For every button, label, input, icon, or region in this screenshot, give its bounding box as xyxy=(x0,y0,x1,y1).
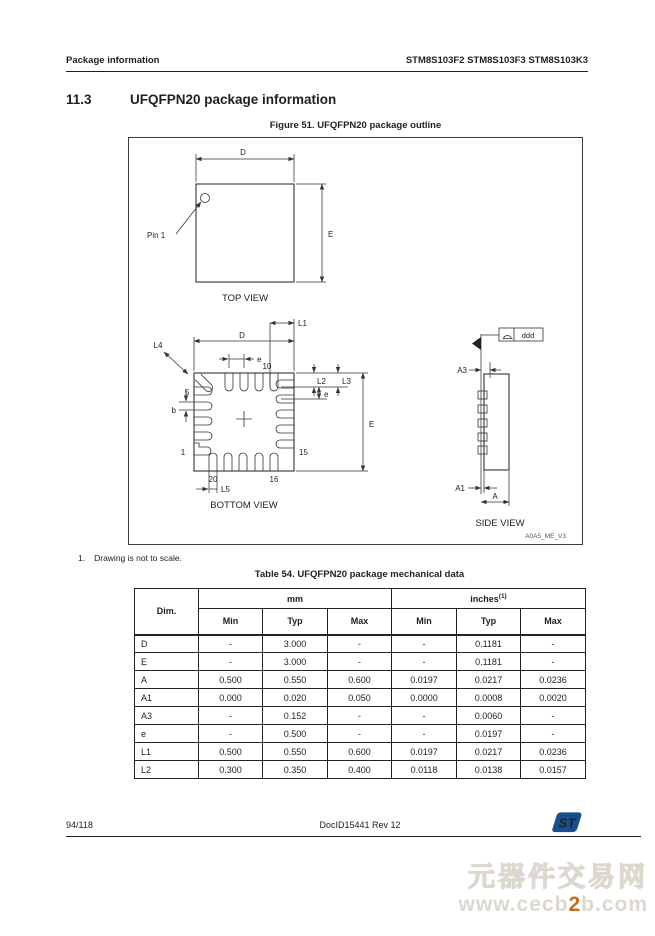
st-logo-icon xyxy=(552,809,582,836)
dim-A1 xyxy=(455,470,497,493)
cell-value: 0.152 xyxy=(263,707,328,725)
dim-L1 xyxy=(270,319,307,387)
cell-value: 0.0020 xyxy=(521,689,586,707)
cell-value: - xyxy=(521,707,586,725)
dim-L4-label: L4 xyxy=(153,341,163,350)
cell-dim: L1 xyxy=(135,743,199,761)
cell-value: - xyxy=(392,707,457,725)
cell-value: 0.350 xyxy=(263,761,328,779)
dim-L5-label: L5 xyxy=(221,485,230,494)
cell-dim: L2 xyxy=(135,761,199,779)
bottom-view-caption: BOTTOM VIEW xyxy=(210,500,278,511)
cell-value: 0.300 xyxy=(199,761,263,779)
cell-value: 3.000 xyxy=(263,653,328,671)
section-number: 11.3 xyxy=(66,92,92,107)
watermark-url xyxy=(459,893,648,916)
cell-value: 3.000 xyxy=(263,635,328,653)
col-group-mm: mm xyxy=(199,589,392,609)
watermark-url-post: b.com xyxy=(581,892,648,916)
table-subheader-row xyxy=(135,609,586,635)
cell-value: - xyxy=(328,635,392,653)
header-rule xyxy=(66,71,588,72)
cell-value: 0.1181 xyxy=(457,653,521,671)
figure-title: Figure 51. UFQFPN20 package outline xyxy=(269,120,442,131)
right-edge-pads xyxy=(276,380,294,448)
dim-E-label: E xyxy=(369,420,375,429)
dim-e-top xyxy=(219,354,262,368)
cell-value: 0.500 xyxy=(199,743,263,761)
header-part-numbers: STM8S103F2 STM8S103F3 STM8S103K3 xyxy=(405,55,588,66)
col-header-min-in: Min xyxy=(392,609,457,635)
top-view-caption: TOP VIEW xyxy=(221,293,269,304)
bottom-view xyxy=(154,319,375,511)
pin1-indicator xyxy=(201,194,210,203)
watermark-chinese: 元器件交易网 xyxy=(468,862,648,892)
cell-value: - xyxy=(392,725,457,743)
cell-value: - xyxy=(199,653,263,671)
top-view xyxy=(147,148,333,304)
cell-value: - xyxy=(521,635,586,653)
pin-number-5: 5 xyxy=(184,388,190,397)
pin-number-15: 15 xyxy=(299,448,308,457)
table-row xyxy=(135,671,586,689)
cell-value: 0.0060 xyxy=(457,707,521,725)
cell-value: 0.500 xyxy=(263,725,328,743)
cell-dim: e xyxy=(135,725,199,743)
pin-number-10: 10 xyxy=(262,362,272,371)
bottom-edge-pads xyxy=(209,453,278,471)
cell-value: 0.0217 xyxy=(457,671,521,689)
cell-value: - xyxy=(392,635,457,653)
header-left-title: Package information xyxy=(66,55,160,66)
table-row xyxy=(135,743,586,761)
dim-e-right-label: e xyxy=(324,390,329,399)
dim-b xyxy=(172,390,193,422)
cell-value: - xyxy=(328,707,392,725)
pin1-label: Pin 1 xyxy=(147,231,166,240)
datum-flag-icon xyxy=(472,337,481,350)
table-row xyxy=(135,653,586,671)
table-group-header-row xyxy=(135,589,586,609)
dim-E-label: E xyxy=(328,230,334,239)
table-row xyxy=(135,689,586,707)
section-title: UFQFPN20 package information xyxy=(130,92,337,107)
cell-dim: E xyxy=(135,653,199,671)
dim-b-label: b xyxy=(171,406,176,415)
package-outline-drawing xyxy=(129,138,582,544)
side-view-caption: SIDE VIEW xyxy=(475,518,525,529)
cell-dim: A xyxy=(135,671,199,689)
ddd-label: ddd xyxy=(521,331,535,340)
cell-value: - xyxy=(521,725,586,743)
col-group-inches xyxy=(392,589,586,609)
table-row xyxy=(135,707,586,725)
dim-D-top-view xyxy=(196,148,294,182)
col-header-max-in: Max xyxy=(521,609,586,635)
figure-note xyxy=(78,553,182,563)
dim-L3-label: L3 xyxy=(342,377,351,386)
st-logo xyxy=(552,809,582,836)
dim-E-top-view xyxy=(296,184,333,282)
dim-A-label: A xyxy=(492,492,498,501)
dim-A3 xyxy=(457,362,501,378)
cell-value: 0.000 xyxy=(199,689,263,707)
cell-value: - xyxy=(199,707,263,725)
cell-value: - xyxy=(199,725,263,743)
pin1-leader xyxy=(147,202,201,240)
cell-value: 0.550 xyxy=(263,743,328,761)
cell-dim: A3 xyxy=(135,707,199,725)
dim-e-top-label: e xyxy=(257,355,262,364)
figure-frame xyxy=(128,137,583,545)
pin1-pad xyxy=(194,443,211,455)
note-number: 1. xyxy=(78,553,86,563)
cell-value: 0.1181 xyxy=(457,635,521,653)
cell-dim: A1 xyxy=(135,689,199,707)
cell-value: 0.0217 xyxy=(457,743,521,761)
top-view-body xyxy=(196,184,294,282)
dim-L4 xyxy=(154,341,188,374)
dim-e-right xyxy=(281,387,329,399)
dim-D-label: D xyxy=(240,148,246,157)
footer-page-number: 94/118 xyxy=(66,820,93,830)
cell-value: 0.500 xyxy=(199,671,263,689)
dim-A3-label: A3 xyxy=(457,366,467,375)
mechanical-data-table xyxy=(134,588,586,779)
cell-value: - xyxy=(392,653,457,671)
watermark xyxy=(459,863,648,916)
col-header-min-mm: Min xyxy=(199,609,263,635)
cell-value: 0.400 xyxy=(328,761,392,779)
watermark-url-pre: www.cecb xyxy=(458,892,569,916)
cell-value: 0.0236 xyxy=(521,743,586,761)
footer-doc-id: DocID15441 Rev 12 xyxy=(319,820,401,830)
table-title: Table 54. UFQFPN20 package mechanical data xyxy=(254,569,465,580)
dim-L1-label: L1 xyxy=(298,319,307,328)
cell-value: 0.600 xyxy=(328,671,392,689)
cell-value: 0.0008 xyxy=(457,689,521,707)
table-row xyxy=(135,725,586,743)
cell-value: 0.050 xyxy=(328,689,392,707)
cell-value: 0.600 xyxy=(328,743,392,761)
pin-number-1: 1 xyxy=(180,448,186,457)
ddd-tolerance-frame xyxy=(481,328,543,341)
cell-value: - xyxy=(199,635,263,653)
dim-A xyxy=(481,471,509,506)
col-header-dim: Dim. xyxy=(135,589,199,635)
dim-D-label: D xyxy=(239,331,245,340)
footer-rule xyxy=(66,836,641,837)
drawing-reference: A0A5_ME_V3 xyxy=(525,533,566,540)
pin-number-20: 20 xyxy=(208,475,218,484)
col-header-typ-mm: Typ xyxy=(263,609,328,635)
inches-footnote-ref: (1) xyxy=(498,593,507,600)
cell-value: 0.0118 xyxy=(392,761,457,779)
col-header-typ-in: Typ xyxy=(457,609,521,635)
cell-value: 0.0138 xyxy=(457,761,521,779)
corner-pad xyxy=(195,374,212,391)
watermark-url-highlight: 2 xyxy=(568,892,582,916)
cell-value: 0.0197 xyxy=(392,671,457,689)
left-edge-pads xyxy=(194,387,212,455)
side-view xyxy=(455,328,543,529)
center-cross xyxy=(236,411,252,427)
side-view-body xyxy=(484,374,509,470)
cell-value: 0.020 xyxy=(263,689,328,707)
col-header-max-mm: Max xyxy=(328,609,392,635)
side-view-leads xyxy=(478,391,487,454)
pin-number-16: 16 xyxy=(269,475,279,484)
cell-value: - xyxy=(521,653,586,671)
cell-value: 0.0236 xyxy=(521,671,586,689)
cell-value: 0.550 xyxy=(263,671,328,689)
dim-L2-label: L2 xyxy=(317,377,326,386)
cell-value: 0.0197 xyxy=(392,743,457,761)
cell-dim: D xyxy=(135,635,199,653)
cell-value: 0.0197 xyxy=(457,725,521,743)
cell-value: - xyxy=(328,653,392,671)
flatness-symbol-icon xyxy=(503,336,513,339)
cell-value: - xyxy=(328,725,392,743)
table-row xyxy=(135,635,586,653)
cell-value: 0.0157 xyxy=(521,761,586,779)
top-edge-pads xyxy=(195,373,278,392)
table-row xyxy=(135,761,586,779)
dim-A1-label: A1 xyxy=(455,484,465,493)
cell-value: 0.0000 xyxy=(392,689,457,707)
section-heading xyxy=(66,92,336,107)
st-logo-text: ST xyxy=(558,815,576,831)
note-text: Drawing is not to scale. xyxy=(94,553,182,563)
inches-label: inches xyxy=(470,594,499,604)
